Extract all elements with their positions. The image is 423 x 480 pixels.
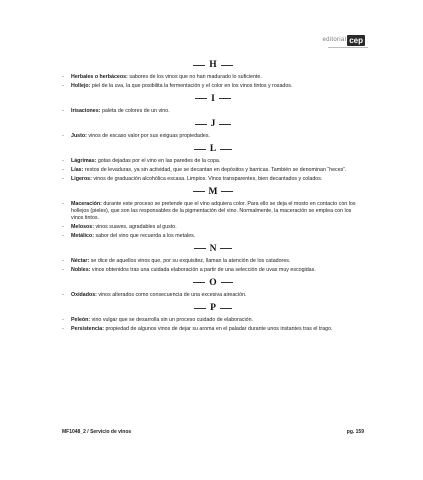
glossary-term: Metálico:	[71, 232, 94, 239]
glossary-entry	[62, 108, 364, 115]
glossary-definition: vinos alterados como consecuencia de una excesiva aireación.	[98, 291, 247, 298]
publisher-logo	[322, 33, 365, 47]
dash-bullet-icon: -	[62, 82, 64, 89]
dash-bullet-icon: -	[62, 266, 64, 273]
footer-page-number: pg. 159	[346, 429, 364, 435]
glossary-term: Lágrimas:	[71, 158, 97, 165]
glossary-definition: vinos suaves, agradables al gusto.	[95, 224, 177, 231]
glossary-term: Néctar:	[71, 257, 90, 264]
heading-rule-left	[193, 65, 205, 66]
glossary-entry	[62, 74, 364, 81]
glossary-definition: sabores de los vinos que no han madurado lo suficiente.	[129, 74, 262, 80]
glossary-entry	[62, 233, 364, 240]
section-heading-n	[62, 243, 364, 255]
heading-rule-right	[220, 149, 232, 150]
heading-rule-left	[195, 98, 207, 99]
glossary-entry	[62, 326, 364, 333]
dash-bullet-icon: -	[62, 317, 64, 324]
glossary-term: Lías:	[71, 167, 84, 174]
glossary-definition: se dice de aquellos vinos que, por su exquisitez, llaman la atención de los catadores.	[90, 257, 291, 264]
dash-bullet-icon: -	[62, 107, 64, 114]
glossary-definition: piel de la uva, la que posibilita la fermentación y el color en los vinos tintos y rosados.	[91, 82, 293, 89]
section-letter: H	[209, 60, 217, 70]
dash-bullet-icon: -	[62, 232, 64, 239]
publisher-mark: cep	[349, 35, 363, 45]
heading-rule-left	[193, 191, 205, 192]
section-letter: N	[209, 243, 217, 254]
glossary-definition: paleta de colores de un vino.	[101, 107, 170, 114]
glossary-term: Maceración:	[71, 200, 102, 207]
glossary-term: Ligeros:	[71, 175, 92, 182]
glossary-term: Irisaciones:	[71, 107, 101, 114]
heading-rule-right	[220, 248, 232, 249]
glossary-term: Nobles:	[71, 266, 91, 273]
glossary-term: Herbales o herbáceos:	[71, 74, 128, 80]
glossary-entry	[62, 201, 364, 223]
glossary-definition: propiedad de algunos vinos de dejar su aroma en el paladar durante unos instantes tras el trago.	[105, 325, 333, 332]
section-heading-h	[62, 59, 364, 71]
glossary-entry	[62, 224, 364, 231]
dash-bullet-icon: -	[62, 133, 64, 140]
section-heading-o	[62, 277, 364, 289]
heading-rule-right	[219, 98, 231, 99]
dash-bullet-icon: -	[62, 200, 64, 207]
glossary-definition: vinos obtenidos tras una cuidada elaboración a partir de una selección de uvas muy escogidas.	[91, 266, 316, 273]
glossary-definition: sabor del vino que recuerda a los metales.	[95, 232, 196, 239]
glossary-entry	[62, 83, 364, 90]
glossary-body	[62, 56, 364, 334]
glossary-entry	[62, 317, 364, 324]
glossary-entry	[62, 292, 364, 299]
dash-bullet-icon: -	[62, 74, 64, 80]
heading-rule-left	[193, 282, 205, 283]
heading-rule-right	[219, 124, 231, 125]
dash-bullet-icon: -	[62, 325, 64, 332]
glossary-definition: vinos de escaso valor por sus exiguas propiedades.	[88, 133, 210, 140]
glossary-definition: gotas dejadas por el vino en las paredes de la copa.	[97, 158, 221, 165]
header-rule	[328, 47, 368, 48]
glossary-term: Oxidados:	[71, 291, 97, 298]
heading-rule-left	[194, 149, 206, 150]
glossary-entry	[62, 167, 364, 174]
section-letter: I	[211, 93, 215, 104]
glossary-entry	[62, 176, 364, 183]
section-letter: J	[210, 119, 216, 130]
glossary-entry	[62, 258, 364, 265]
publisher-word: editorial	[322, 37, 347, 43]
section-letter: O	[209, 277, 217, 288]
glossary-term: Melosos:	[71, 224, 94, 231]
dash-bullet-icon: -	[62, 175, 64, 182]
heading-rule-left	[195, 124, 207, 125]
section-heading-p	[62, 302, 364, 314]
glossary-entry	[62, 133, 364, 140]
footer-course-title: MF1048_2 / Servicio de vinos	[62, 429, 132, 435]
heading-rule-right	[221, 65, 233, 66]
glossary-entry	[62, 267, 364, 274]
section-letter: L	[209, 144, 217, 155]
glossary-term: Persistencia:	[71, 325, 104, 332]
glossary-definition: vinos de graduación alcohólica escasa. Limpios. Vinos transparentes, bien decantados y colados.	[93, 175, 323, 182]
glossary-definition: restos de levaduras, ya sin actividad, que se decantan en depósitos y barricas. También se denominan “heces”.	[84, 167, 347, 174]
section-heading-i	[62, 93, 364, 105]
section-heading-m	[62, 186, 364, 198]
section-letter: P	[210, 303, 216, 314]
page-footer	[62, 429, 364, 435]
section-letter: M	[208, 186, 218, 197]
glossary-entry	[62, 158, 364, 165]
glossary-term: Peleón:	[71, 317, 91, 324]
dash-bullet-icon: -	[62, 291, 64, 298]
section-heading-l	[62, 143, 364, 155]
dash-bullet-icon: -	[62, 167, 64, 174]
glossary-definition: vino vulgar que se desarrolla sin un proceso cuidado de elaboración.	[91, 317, 253, 324]
dash-bullet-icon: -	[62, 257, 64, 264]
heading-rule-right	[221, 282, 233, 283]
heading-rule-right	[220, 308, 232, 309]
heading-rule-right	[221, 191, 233, 192]
dash-bullet-icon: -	[62, 158, 64, 165]
glossary-definition: durante este proceso se pretende que el vino adquiera color. Para ello se deja el mosto en contacto con los hollejos (pieles), que son las responsables de la pigmentación del vino. Normalmente, la maceración se emplea con los vinos tintos.	[71, 200, 356, 222]
glossary-term: Justo:	[71, 133, 87, 140]
dash-bullet-icon: -	[62, 224, 64, 231]
glossary-term: Hollejo:	[71, 82, 91, 89]
heading-rule-left	[194, 248, 206, 249]
heading-rule-left	[194, 308, 206, 309]
section-heading-j	[62, 118, 364, 130]
